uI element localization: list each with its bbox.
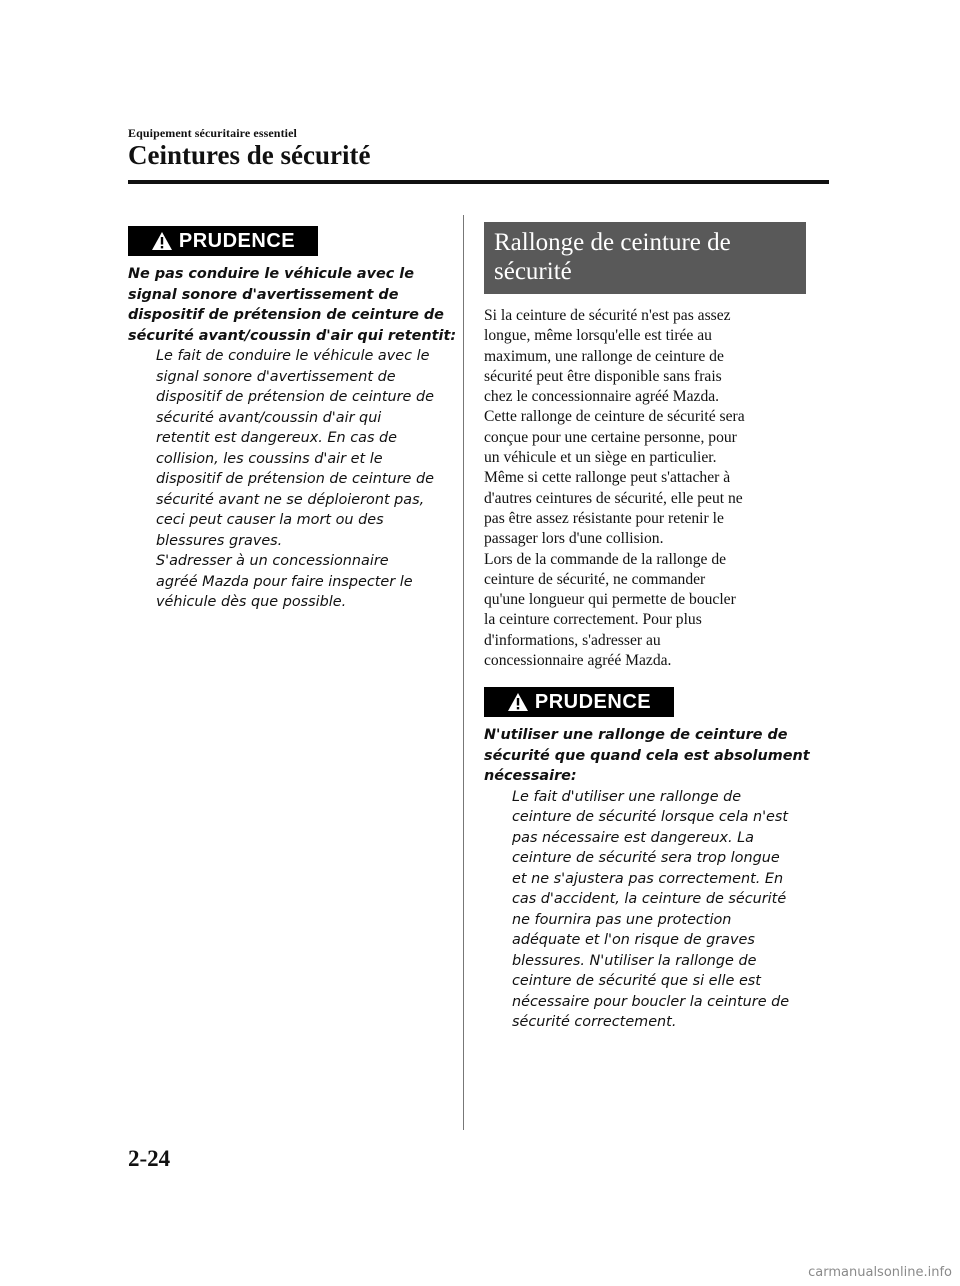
caution-heading xyxy=(484,725,810,787)
text-line: ceinture de sécurité, ne commander xyxy=(484,570,706,588)
text-line: passager lors d'une collision. xyxy=(484,530,664,548)
text-line: maximum, une rallonge de ceinture de xyxy=(484,347,724,365)
text-line: collision, les coussins d'air et le xyxy=(156,450,383,467)
text-line: ceinture de sécurité lorsque cela n'est xyxy=(512,809,789,826)
text-line: et ne s'ajustera pas correctement. En xyxy=(512,870,784,887)
text-line: S'adresser à un concessionnaire xyxy=(156,553,389,569)
text-line: nécessaire pour boucler la ceinture de xyxy=(512,993,790,1010)
text-line: sécurité avant ne se déploieront pas, xyxy=(156,491,425,508)
caution-body xyxy=(156,346,450,613)
text-line: blessures graves. xyxy=(156,532,283,549)
left-column xyxy=(128,226,457,613)
caution-badge-label: PRUDENCE xyxy=(178,229,296,252)
text-line: dispositif de prétension de ceinture de xyxy=(156,389,434,405)
text-line: signal sonore d'avertissement de xyxy=(128,286,399,303)
caution-badge xyxy=(128,226,318,256)
text-line: Le fait d'utiliser une rallonge de xyxy=(512,788,742,805)
text-line: Lors de la commande de la rallonge de xyxy=(484,550,727,568)
text-line: d'informations, s'adresser au xyxy=(484,631,661,649)
section-title-line: sécurité xyxy=(494,258,572,285)
text-line: Le fait de conduire le véhicule avec le xyxy=(156,348,430,364)
text-line: agréé Mazda pour faire inspecter le xyxy=(156,573,413,590)
text-line: blessures. N'utiliser la rallonge de xyxy=(512,952,757,969)
text-line: chez le concessionnaire agréé Mazda. xyxy=(484,388,720,406)
text-line: sécurité peut être disponible sans frais xyxy=(484,367,722,385)
text-line: qu'une longueur qui permette de boucler xyxy=(484,591,736,609)
text-line: ceinture de sécurité sera trop longue xyxy=(512,850,780,867)
text-line: conçue pour une certaine personne, pour xyxy=(484,428,737,446)
text-line: un véhicule et un siège en particulier. xyxy=(484,449,717,467)
chapter-label: Equipement sécuritaire essentiel xyxy=(128,126,297,140)
text-line: la ceinture correctement. Pour plus xyxy=(484,611,702,629)
text-line: véhicule dès que possible. xyxy=(156,594,347,610)
text-line: retentit est dangereux. En cas de xyxy=(156,430,398,446)
right-column xyxy=(484,222,810,1033)
caution-badge xyxy=(484,687,674,717)
text-line: Si la ceinture de sécurité n'est pas assez xyxy=(484,307,731,324)
text-line: pas être assez résistante pour retenir le xyxy=(484,509,724,527)
body-paragraph xyxy=(484,306,806,671)
text-line: Ne pas conduire le véhicule avec le xyxy=(128,266,414,282)
text-line: signal sonore d'avertissement de xyxy=(156,368,396,385)
section-title-line: Rallonge de ceinture de xyxy=(494,229,731,256)
text-line: ne fournira pas une protection xyxy=(512,911,732,928)
header-rule xyxy=(128,180,829,184)
text-line: ceinture de sécurité que si elle est xyxy=(512,973,761,990)
caution-heading xyxy=(128,264,457,346)
text-line: Même si cette rallonge peut s'attacher à xyxy=(484,469,731,487)
text-line: Cette rallonge de ceinture de sécurité sera xyxy=(484,408,745,426)
text-line: cas d'accident, la ceinture de sécurité xyxy=(512,891,787,908)
text-line: concessionnaire agréé Mazda. xyxy=(484,652,672,670)
caution-badge-label: PRUDENCE xyxy=(534,690,652,713)
page-number: 2-24 xyxy=(128,1146,171,1171)
text-line: sécurité avant/coussin d'air qui xyxy=(156,409,382,426)
text-line: sécurité correctement. xyxy=(512,1014,677,1031)
text-line: adéquate et l'on risque de graves xyxy=(512,932,755,949)
warning-triangle-icon xyxy=(507,692,529,712)
text-line: pas nécessaire est dangereux. La xyxy=(512,829,754,846)
caution-block xyxy=(484,687,810,1033)
text-line: dispositif de prétension de ceinture de xyxy=(156,471,434,487)
text-line: nécessaire: xyxy=(484,768,577,785)
page-title: Ceintures de sécurité xyxy=(128,140,371,170)
caution-body xyxy=(512,787,806,1033)
text-line: d'autres ceintures de sécurité, elle peut ne xyxy=(484,489,743,507)
text-line: N'utiliser une rallonge de ceinture de xyxy=(484,727,788,744)
text-line: sécurité que quand cela est absolument xyxy=(484,747,810,764)
warning-triangle-icon xyxy=(151,231,173,251)
text-line: ceci peut causer la mort ou des xyxy=(156,512,384,528)
section-title-banner xyxy=(484,222,806,294)
text-line: sécurité avant/coussin d'air qui retentit: xyxy=(128,327,457,344)
text-line: dispositif de prétension de ceinture de xyxy=(128,307,444,323)
text-line: longue, même lorsqu'elle est tirée au xyxy=(484,327,712,345)
watermark-link[interactable]: carmanualsonline.info xyxy=(808,1265,952,1280)
column-divider xyxy=(463,215,464,1130)
